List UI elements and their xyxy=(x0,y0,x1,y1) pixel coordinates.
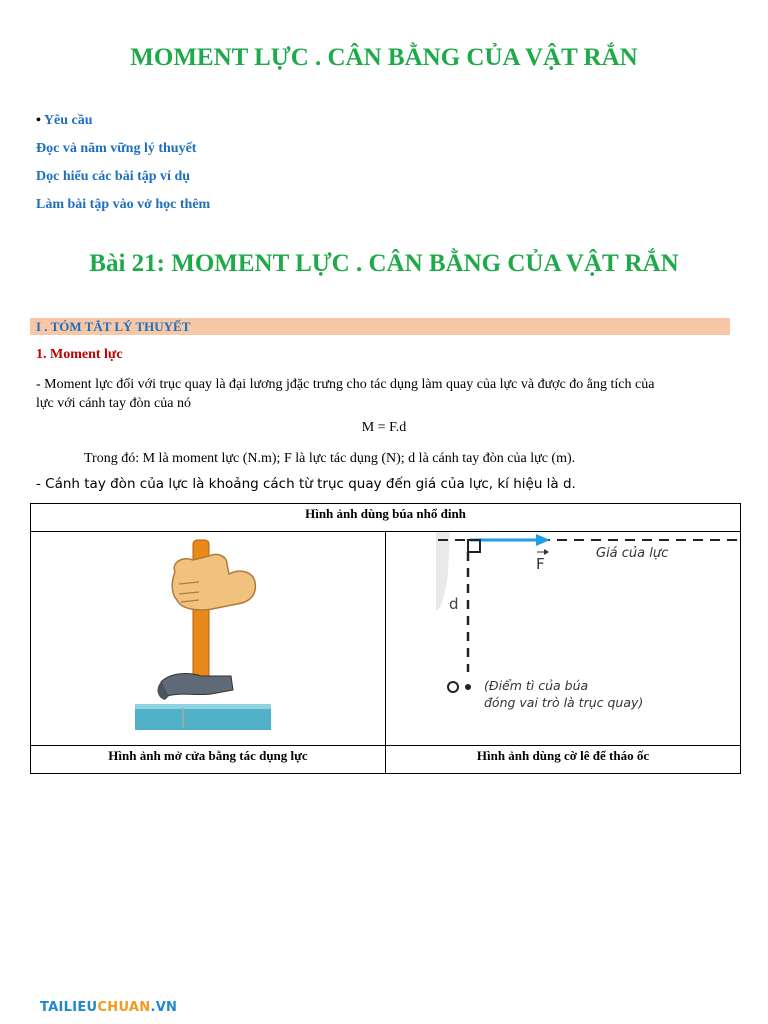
requirement-item: Dọc hiểu các bài tập ví dụ xyxy=(36,169,191,184)
hammer-image-cell xyxy=(31,532,386,746)
subsection-heading: 1. Moment lực xyxy=(36,347,123,362)
line-of-action-label: Giá của lực xyxy=(596,546,669,561)
table-header: Hình ảnh dùng búa nhổ đinh xyxy=(305,506,466,521)
lever-arm-label: d xyxy=(449,595,459,613)
pivot-label-1: (Điểm tì của búa xyxy=(484,678,589,693)
pivot-label-2: đóng vai trò là trục quay) xyxy=(484,695,644,710)
lever-arm-diagram-cell xyxy=(386,532,741,746)
requirement-item: Đọc và năm vững lý thuyết xyxy=(36,141,197,156)
table-footer-right-cell xyxy=(386,746,741,774)
formula-explanation: Trong đó: M là moment lực (N.m); F là lực tác dụng (N); d là cánh tay đòn của lực (m). xyxy=(84,451,576,466)
definition-line-2: lực với cánh tay đòn của nó xyxy=(36,396,191,411)
formula: M = F.d xyxy=(361,420,407,435)
section-header-bar xyxy=(30,318,730,335)
site-logo[interactable] xyxy=(40,1000,177,1015)
requirement-item: Làm bài tập vào vở học thêm xyxy=(36,197,211,212)
requirements-heading-label: Yêu cầu xyxy=(43,113,93,128)
force-label: F xyxy=(536,555,545,573)
document-title: MOMENT LỰC . CÂN BẰNG CỦA VẬT RẮN xyxy=(130,44,638,71)
logo-part-3: .VN xyxy=(150,1000,178,1015)
lever-arm-diagram xyxy=(386,532,740,740)
figure-table xyxy=(30,503,741,774)
bullet-icon: • xyxy=(36,113,41,128)
footer-left-caption: Hình ảnh mở cửa bằng tác dụng lực xyxy=(108,748,308,763)
logo-part-1: TAILIEU xyxy=(40,1000,98,1015)
lever-arm-definition: - Cánh tay đòn của lực là khoảng cách từ trục quay đến giá của lực, kí hiệu là d. xyxy=(36,476,576,492)
table-header-cell xyxy=(31,504,741,532)
table-footer-left-cell xyxy=(31,746,386,774)
section-title: I . TÓM TẮT LÝ THUYẾT xyxy=(36,319,191,334)
logo-part-2: CHUAN xyxy=(97,1000,151,1015)
hammer-hand-image xyxy=(31,532,385,740)
lesson-title: Bài 21: MOMENT LỰC . CÂN BẰNG CỦA VẬT RẮN xyxy=(89,250,679,277)
footer-right-caption: Hình ảnh dùng cờ lê để tháo ốc xyxy=(476,748,650,763)
definition-line-1: - Moment lực đối với trục quay là đại lương jđặc trưng cho tác dụng làm quay của lực và được đo ằng tích của xyxy=(36,377,655,392)
requirements-heading xyxy=(36,113,93,129)
